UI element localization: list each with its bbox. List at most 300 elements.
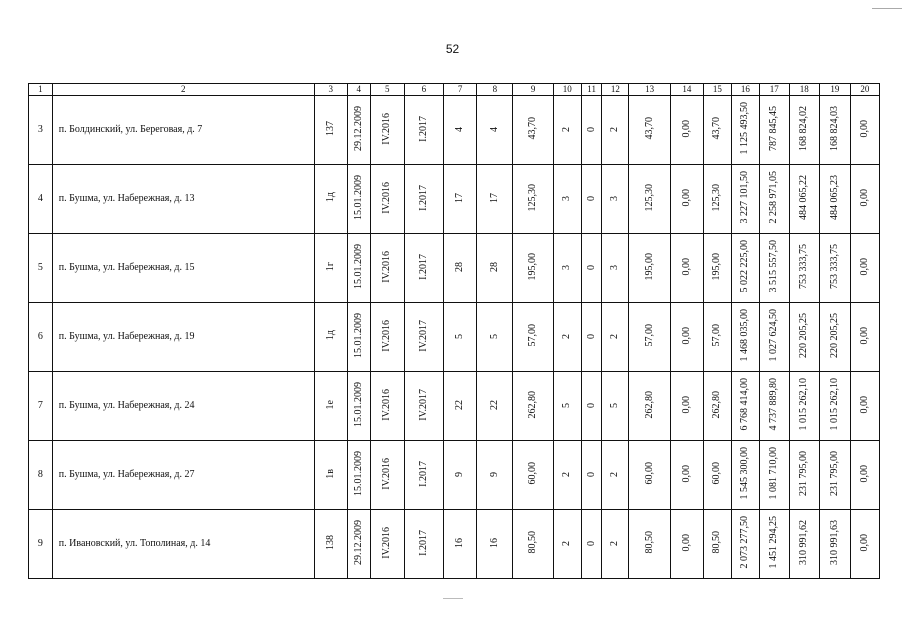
funding-local-cell: [819, 234, 850, 303]
premises-private-cell: [581, 510, 602, 579]
area-total-cell: [513, 234, 553, 303]
document-number: 1в: [324, 468, 336, 479]
address: п. Бушма, ул. Набережная, д. 19: [58, 331, 195, 342]
relocation-plan-date: IV.2016: [381, 526, 393, 559]
area-municipal: 80,50: [711, 531, 723, 554]
relocation-plan-date: IV.2016: [381, 388, 393, 421]
area-total: 195,00: [527, 252, 539, 281]
area-total: 262,80: [527, 390, 539, 419]
funding-fund: 3 515 557,50: [768, 240, 780, 293]
column-number: 18: [789, 84, 819, 96]
document-number-cell: [314, 510, 347, 579]
residents-planned: 5: [454, 334, 466, 339]
funding-local-cell: [819, 372, 850, 441]
premises-total: 2: [561, 472, 573, 477]
relocation-plan-date-cell: [370, 303, 404, 372]
residents-relocated: 4: [488, 127, 500, 132]
area-private: 0,00: [680, 188, 692, 207]
document-date: 15.01.2009: [352, 451, 364, 496]
area-relocated: 262,80: [643, 390, 655, 419]
column-number: 3: [314, 84, 347, 96]
area-total: 57,00: [527, 324, 539, 347]
area-total-cell: [513, 441, 553, 510]
residents-relocated: 22: [488, 399, 500, 410]
residents-planned-cell: [444, 510, 477, 579]
scan-mark: [872, 8, 902, 9]
residents-relocated: 5: [488, 334, 500, 339]
area-municipal: 262,80: [711, 390, 723, 419]
relocation-fact-date-cell: [404, 372, 443, 441]
area-municipal-cell: [703, 234, 731, 303]
area-municipal-cell: [703, 303, 731, 372]
funding-local: 310 991,63: [828, 520, 840, 565]
funding-regional: 168 824,02: [798, 106, 810, 151]
area-total-cell: [513, 96, 553, 165]
area-municipal: 43,70: [711, 117, 723, 140]
area-municipal-cell: [703, 372, 731, 441]
funding-regional: 753 333,75: [798, 244, 810, 289]
address: п. Болдинский, ул. Береговая, д. 7: [58, 124, 203, 135]
area-private: 0,00: [680, 257, 692, 276]
premises-total-cell: [553, 303, 581, 372]
residents-planned: 16: [454, 537, 466, 548]
premises-total: 2: [561, 541, 573, 546]
residents-relocated-cell: [477, 96, 513, 165]
premises-private: 0: [585, 403, 597, 408]
area-municipal: 57,00: [711, 324, 723, 347]
document-date-cell: [347, 303, 370, 372]
area-relocated-cell: [629, 510, 670, 579]
relocation-fact-date: I.2017: [417, 529, 429, 556]
area-private: 0,00: [680, 119, 692, 138]
residents-relocated-cell: [477, 303, 513, 372]
premises-municipal: 2: [609, 541, 621, 546]
address: п. Бушма, ул. Набережная, д. 13: [58, 193, 195, 204]
area-total: 43,70: [527, 117, 539, 140]
funding-extra-cell: [850, 165, 879, 234]
document-number-cell: [314, 96, 347, 165]
address-cell: [52, 303, 314, 372]
residents-planned: 28: [454, 261, 466, 272]
column-number: 13: [629, 84, 670, 96]
residents-planned: 9: [454, 472, 466, 477]
funding-fund-cell: [759, 165, 789, 234]
residents-relocated-cell: [477, 441, 513, 510]
funding-extra-cell: [850, 441, 879, 510]
area-relocated: 57,00: [643, 324, 655, 347]
funding-extra: 0,00: [858, 188, 870, 207]
premises-total: 2: [561, 127, 573, 132]
register-table: [28, 83, 880, 579]
residents-planned-cell: [444, 441, 477, 510]
area-private-cell: [670, 510, 703, 579]
funding-total-cell: [731, 372, 759, 441]
funding-total: 5 022 225,00: [739, 240, 751, 293]
page-number: 52: [445, 42, 460, 56]
funding-local: 220 205,25: [828, 313, 840, 358]
residents-relocated: 28: [488, 261, 500, 272]
row-number-cell: [29, 165, 53, 234]
funding-regional-cell: [789, 165, 819, 234]
premises-municipal-cell: [602, 165, 629, 234]
area-relocated-cell: [629, 303, 670, 372]
address-cell: [52, 441, 314, 510]
area-private: 0,00: [680, 395, 692, 414]
premises-total-cell: [553, 165, 581, 234]
column-number: 12: [602, 84, 629, 96]
area-private-cell: [670, 234, 703, 303]
row-number: 7: [37, 400, 43, 411]
relocation-fact-date-cell: [404, 96, 443, 165]
document-number: 1д: [324, 330, 336, 341]
area-total: 80,50: [527, 531, 539, 554]
document-number-cell: [314, 303, 347, 372]
area-relocated: 60,00: [643, 462, 655, 485]
relocation-plan-date: IV.2016: [381, 112, 393, 145]
area-total-cell: [513, 372, 553, 441]
relocation-fact-date: IV.2017: [417, 388, 429, 421]
funding-fund: 4 737 889,80: [768, 378, 780, 431]
funding-regional: 1 015 262,10: [798, 378, 810, 431]
premises-municipal: 5: [609, 403, 621, 408]
relocation-fact-date-cell: [404, 234, 443, 303]
row-number-cell: [29, 510, 53, 579]
column-number: 16: [731, 84, 759, 96]
area-private: 0,00: [680, 464, 692, 483]
residents-relocated: 16: [488, 537, 500, 548]
relocation-fact-date-cell: [404, 303, 443, 372]
document-date: 15.01.2009: [352, 175, 364, 220]
residents-relocated-cell: [477, 372, 513, 441]
column-number: 15: [703, 84, 731, 96]
row-number: 8: [37, 469, 43, 480]
residents-planned: 22: [454, 399, 466, 410]
premises-total-cell: [553, 441, 581, 510]
premises-municipal-cell: [602, 234, 629, 303]
document-date-cell: [347, 96, 370, 165]
relocation-fact-date-cell: [404, 165, 443, 234]
document-number-cell: [314, 165, 347, 234]
funding-regional-cell: [789, 96, 819, 165]
funding-extra-cell: [850, 372, 879, 441]
relocation-plan-date-cell: [370, 96, 404, 165]
area-total: 125,30: [527, 183, 539, 212]
document-number: 1д: [324, 192, 336, 203]
funding-total-cell: [731, 303, 759, 372]
area-total-cell: [513, 510, 553, 579]
area-private: 0,00: [680, 326, 692, 345]
funding-extra: 0,00: [858, 119, 870, 138]
document-number-cell: [314, 234, 347, 303]
document-number-cell: [314, 372, 347, 441]
document-number: 138: [324, 535, 336, 550]
scan-mark: [443, 598, 463, 599]
residents-relocated-cell: [477, 165, 513, 234]
address-cell: [52, 372, 314, 441]
premises-private-cell: [581, 441, 602, 510]
row-number-cell: [29, 303, 53, 372]
funding-total-cell: [731, 441, 759, 510]
funding-regional-cell: [789, 372, 819, 441]
address: п. Бушма, ул. Набережная, д. 24: [58, 400, 195, 411]
relocation-plan-date-cell: [370, 510, 404, 579]
relocation-fact-date-cell: [404, 441, 443, 510]
funding-fund-cell: [759, 372, 789, 441]
relocation-plan-date: IV.2016: [381, 181, 393, 214]
document-number: 137: [324, 121, 336, 136]
relocation-fact-date: I.2017: [417, 115, 429, 142]
premises-private: 0: [585, 196, 597, 201]
row-number-cell: [29, 372, 53, 441]
relocation-plan-date-cell: [370, 372, 404, 441]
funding-total: 6 768 414,00: [739, 378, 751, 431]
premises-total-cell: [553, 372, 581, 441]
residents-relocated-cell: [477, 234, 513, 303]
funding-regional-cell: [789, 510, 819, 579]
funding-fund: 1 081 710,00: [768, 447, 780, 500]
residents-planned-cell: [444, 303, 477, 372]
column-number: 5: [370, 84, 404, 96]
funding-extra: 0,00: [858, 257, 870, 276]
relocation-fact-date: I.2017: [417, 460, 429, 487]
column-number: 2: [52, 84, 314, 96]
area-relocated-cell: [629, 234, 670, 303]
funding-fund: 2 258 971,05: [768, 171, 780, 224]
funding-total: 3 227 101,50: [739, 171, 751, 224]
residents-planned-cell: [444, 165, 477, 234]
premises-total: 3: [561, 196, 573, 201]
funding-regional-cell: [789, 441, 819, 510]
funding-regional: 220 205,25: [798, 313, 810, 358]
document-date: 15.01.2009: [352, 244, 364, 289]
residents-planned-cell: [444, 372, 477, 441]
funding-extra: 0,00: [858, 395, 870, 414]
premises-private: 0: [585, 127, 597, 132]
address: п. Бушма, ул. Набережная, д. 15: [58, 262, 195, 273]
area-relocated: 195,00: [643, 252, 655, 281]
funding-extra-cell: [850, 96, 879, 165]
premises-private: 0: [585, 541, 597, 546]
area-municipal: 125,30: [711, 183, 723, 212]
funding-local: 484 065,23: [828, 175, 840, 220]
premises-total: 2: [561, 334, 573, 339]
row-number: 6: [37, 331, 43, 342]
area-private-cell: [670, 303, 703, 372]
area-relocated-cell: [629, 96, 670, 165]
funding-fund: 1 451 294,25: [768, 516, 780, 569]
premises-municipal: 3: [609, 196, 621, 201]
table-row: [29, 441, 880, 510]
premises-municipal-cell: [602, 303, 629, 372]
document-number-cell: [314, 441, 347, 510]
premises-private-cell: [581, 165, 602, 234]
document-number: 1г: [324, 261, 336, 272]
area-total-cell: [513, 303, 553, 372]
address: п. Бушма, ул. Набережная, д. 27: [58, 469, 195, 480]
row-number-cell: [29, 96, 53, 165]
relocation-plan-date: IV.2016: [381, 319, 393, 352]
row-number: 4: [37, 193, 43, 204]
column-number-row: [29, 84, 880, 96]
column-number: 6: [404, 84, 443, 96]
area-municipal-cell: [703, 510, 731, 579]
row-number-cell: [29, 441, 53, 510]
funding-extra-cell: [850, 234, 879, 303]
area-municipal-cell: [703, 96, 731, 165]
premises-municipal: 2: [609, 472, 621, 477]
premises-private-cell: [581, 372, 602, 441]
funding-regional: 231 795,00: [798, 451, 810, 496]
area-private-cell: [670, 441, 703, 510]
column-number: 17: [759, 84, 789, 96]
area-private-cell: [670, 165, 703, 234]
premises-private: 0: [585, 265, 597, 270]
address-cell: [52, 234, 314, 303]
area-total-cell: [513, 165, 553, 234]
table-row: [29, 96, 880, 165]
funding-local-cell: [819, 303, 850, 372]
column-number: 7: [444, 84, 477, 96]
premises-municipal-cell: [602, 96, 629, 165]
table-body: [29, 96, 880, 579]
premises-total: 5: [561, 403, 573, 408]
document-date: 15.01.2009: [352, 313, 364, 358]
column-number: 19: [819, 84, 850, 96]
address-cell: [52, 165, 314, 234]
funding-local-cell: [819, 510, 850, 579]
address: п. Ивановский, ул. Тополиная, д. 14: [58, 538, 211, 549]
relocation-fact-date-cell: [404, 510, 443, 579]
funding-total-cell: [731, 234, 759, 303]
funding-fund: 787 845,45: [768, 106, 780, 151]
premises-private-cell: [581, 96, 602, 165]
funding-regional: 484 065,22: [798, 175, 810, 220]
residents-planned: 17: [454, 192, 466, 203]
column-number: 11: [581, 84, 602, 96]
row-number: 9: [37, 538, 43, 549]
funding-extra: 0,00: [858, 464, 870, 483]
column-number: 9: [513, 84, 553, 96]
document-date: 29.12.2009: [352, 106, 364, 151]
area-relocated: 43,70: [643, 117, 655, 140]
column-number: 4: [347, 84, 370, 96]
residents-planned-cell: [444, 96, 477, 165]
premises-municipal-cell: [602, 510, 629, 579]
premises-private-cell: [581, 303, 602, 372]
funding-local: 231 795,00: [828, 451, 840, 496]
area-municipal-cell: [703, 165, 731, 234]
premises-private-cell: [581, 234, 602, 303]
funding-local: 168 824,03: [828, 106, 840, 151]
premises-total-cell: [553, 510, 581, 579]
premises-municipal: 2: [609, 334, 621, 339]
funding-total-cell: [731, 96, 759, 165]
funding-total: 2 073 277,50: [739, 516, 751, 569]
column-number: 10: [553, 84, 581, 96]
funding-local: 1 015 262,10: [828, 378, 840, 431]
area-municipal: 195,00: [711, 252, 723, 281]
funding-fund-cell: [759, 441, 789, 510]
funding-regional-cell: [789, 303, 819, 372]
address-cell: [52, 96, 314, 165]
funding-fund-cell: [759, 510, 789, 579]
table-row: [29, 510, 880, 579]
premises-municipal-cell: [602, 441, 629, 510]
column-number: 8: [477, 84, 513, 96]
area-relocated-cell: [629, 165, 670, 234]
funding-total: 1 468 035,00: [739, 309, 751, 362]
funding-fund-cell: [759, 234, 789, 303]
column-number: 14: [670, 84, 703, 96]
funding-extra-cell: [850, 510, 879, 579]
area-private-cell: [670, 96, 703, 165]
relocation-plan-date: IV.2016: [381, 457, 393, 490]
funding-extra: 0,00: [858, 533, 870, 552]
relocation-plan-date-cell: [370, 165, 404, 234]
document-date-cell: [347, 372, 370, 441]
funding-total-cell: [731, 510, 759, 579]
funding-fund-cell: [759, 96, 789, 165]
funding-local-cell: [819, 441, 850, 510]
premises-total-cell: [553, 96, 581, 165]
relocation-plan-date: IV.2016: [381, 250, 393, 283]
document-date: 29.12.2009: [352, 520, 364, 565]
relocation-plan-date-cell: [370, 441, 404, 510]
document-number: 1е: [324, 399, 336, 410]
row-number-cell: [29, 234, 53, 303]
residents-relocated: 17: [488, 192, 500, 203]
area-private: 0,00: [680, 533, 692, 552]
area-relocated: 125,30: [643, 183, 655, 212]
relocation-fact-date: IV.2017: [417, 319, 429, 352]
area-relocated: 80,50: [643, 531, 655, 554]
residents-planned-cell: [444, 234, 477, 303]
relocation-fact-date: I.2017: [417, 253, 429, 280]
funding-local-cell: [819, 165, 850, 234]
premises-municipal-cell: [602, 372, 629, 441]
area-municipal: 60,00: [711, 462, 723, 485]
column-number: 20: [850, 84, 879, 96]
document-date: 15.01.2009: [352, 382, 364, 427]
premises-municipal: 3: [609, 265, 621, 270]
residents-planned: 4: [454, 127, 466, 132]
funding-regional: 310 991,62: [798, 520, 810, 565]
document-date-cell: [347, 510, 370, 579]
funding-extra-cell: [850, 303, 879, 372]
table-row: [29, 234, 880, 303]
address-cell: [52, 510, 314, 579]
funding-extra: 0,00: [858, 326, 870, 345]
premises-total: 3: [561, 265, 573, 270]
table-row: [29, 372, 880, 441]
funding-local-cell: [819, 96, 850, 165]
row-number: 3: [37, 124, 43, 135]
premises-municipal: 2: [609, 127, 621, 132]
document-date-cell: [347, 165, 370, 234]
area-private-cell: [670, 372, 703, 441]
document-date-cell: [347, 234, 370, 303]
premises-private: 0: [585, 472, 597, 477]
funding-local: 753 333,75: [828, 244, 840, 289]
funding-total-cell: [731, 165, 759, 234]
premises-total-cell: [553, 234, 581, 303]
funding-fund-cell: [759, 303, 789, 372]
area-relocated-cell: [629, 441, 670, 510]
funding-total: 1 125 493,50: [739, 102, 751, 155]
area-total: 60,00: [527, 462, 539, 485]
document-date-cell: [347, 441, 370, 510]
funding-regional-cell: [789, 234, 819, 303]
